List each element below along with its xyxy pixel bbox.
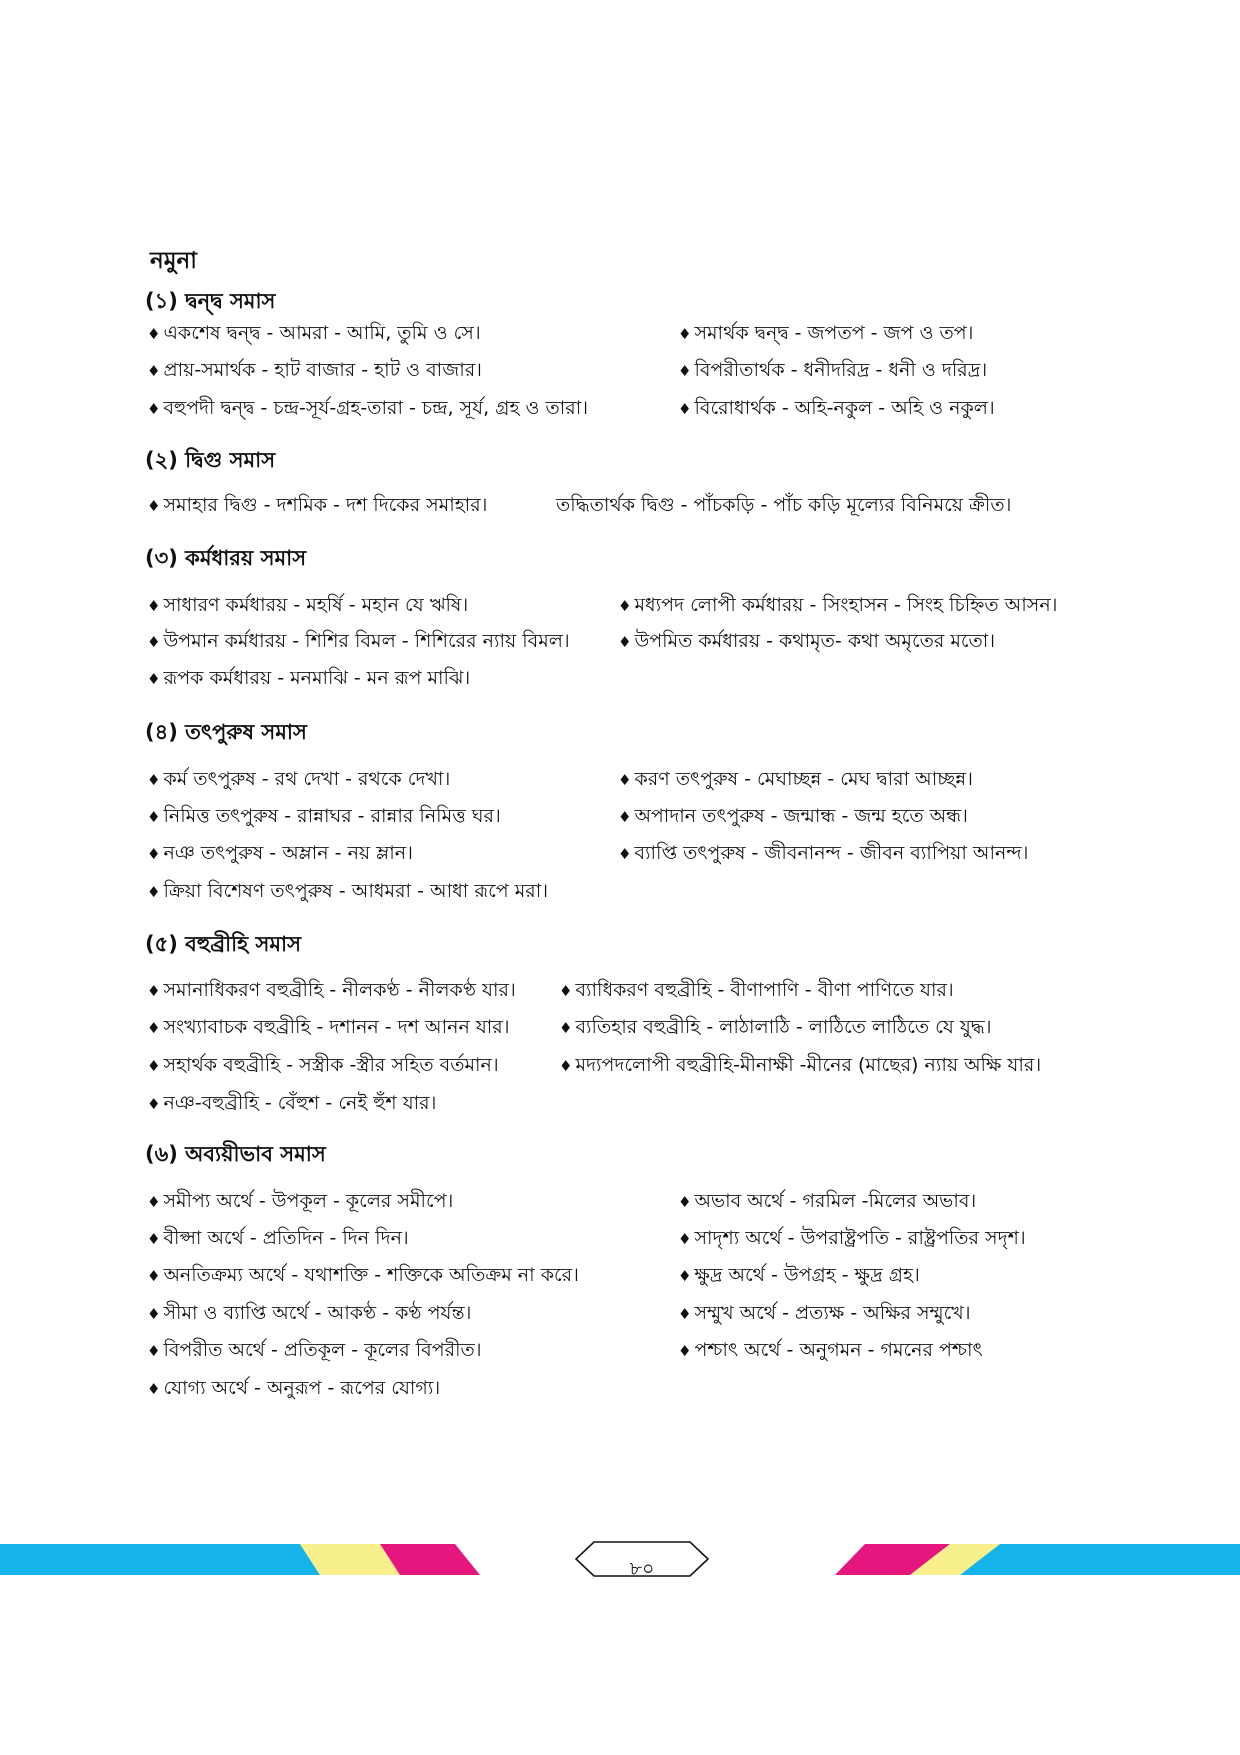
list-item: ♦ সংখ্যাবাচক বহুব্রীহি - দশানন - দশ আনন যার।: [147, 1016, 510, 1038]
list-item: ♦ উপমান কর্মধারয় - শিশির বিমল - শিশিরের ন্যায় বিমল।: [147, 630, 570, 652]
list-item: ♦ বিপরীত অর্থে - প্রতিকূল - কূলের বিপরীত।: [147, 1339, 482, 1361]
list-item: ♦ অপাদান তৎপুরুষ - জন্মান্ধ - জন্ম হতে অন্ধ।: [618, 805, 968, 827]
section-title-karmadharay: (৩) কর্মধারয় সমাস: [145, 546, 307, 570]
diamond-bullet-icon: ♦: [147, 808, 161, 826]
diamond-bullet-icon: ♦: [147, 362, 161, 380]
diamond-bullet-icon: ♦: [147, 1267, 161, 1285]
diamond-bullet-icon: ♦: [618, 771, 632, 789]
diamond-bullet-icon: ♦: [147, 1380, 161, 1398]
list-item: ♦ প্রায়-সমার্থক - হাট বাজার - হাট ও বাজার।: [147, 359, 482, 381]
diamond-bullet-icon: ♦: [147, 1230, 161, 1248]
diamond-bullet-icon: ♦: [147, 1193, 161, 1211]
diamond-bullet-icon: ♦: [147, 771, 161, 789]
diamond-bullet-icon: ♦: [147, 1342, 161, 1360]
diamond-bullet-icon: ♦: [147, 1095, 161, 1113]
footer-band-blue-right: [960, 1544, 1240, 1575]
list-item: ♦ সমীপ্য অর্থে - উপকূল - কূলের সমীপে।: [147, 1190, 454, 1212]
list-item: ♦ ব্যতিহার বহুব্রীহি - লাঠালাঠি - লাঠিতে লাঠিতে যে যুদ্ধ।: [559, 1016, 992, 1038]
list-item: ♦ রূপক কর্মধারয় - মনমাঝি - মন রূপ মাঝি।: [147, 667, 471, 689]
list-item: ♦ সমাহার দ্বিগু - দশমিক - দশ দিকের সমাহার।: [147, 494, 488, 516]
list-item: ♦ সমানাধিকরণ বহুব্রীহি - নীলকণ্ঠ - নীলকণ্ঠ যার।: [147, 979, 516, 1001]
diamond-bullet-icon: ♦: [147, 633, 161, 651]
list-item: ♦ ক্ষুদ্র অর্থে - উপগ্রহ - ক্ষুদ্র গ্রহ।: [678, 1264, 920, 1286]
list-item: ♦ একশেষ দ্বন্দ্ব - আমরা - আমি, তুমি ও সে।: [147, 322, 481, 344]
list-item: ♦ বহুপদী দ্বন্দ্ব - চন্দ্র-সূর্য-গ্রহ-তারা - চন্দ্র, সূর্য, গ্রহ ও তারা।: [147, 397, 589, 419]
section-title-dvigu: (২) দ্বিগু সমাস: [145, 448, 276, 472]
diamond-bullet-icon: ♦: [147, 325, 161, 343]
diamond-bullet-icon: ♦: [618, 633, 632, 651]
list-item: ♦ সাধারণ কর্মধারয় - মহর্ষি - মহান যে ঋষি।: [147, 594, 469, 616]
page-heading: নমুনা: [150, 248, 197, 274]
diamond-bullet-icon: ♦: [147, 400, 161, 418]
list-item: ♦ অনতিক্রম্য অর্থে - যথাশক্তি - শক্তিকে অতিক্রম না করে।: [147, 1264, 579, 1286]
section-title-bahubrihi: (৫) বহুব্রীহি সমাস: [145, 932, 302, 956]
diamond-bullet-icon: ♦: [618, 808, 632, 826]
list-item: ♦ ক্রিয়া বিশেষণ তৎপুরুষ - আধমরা - আধা রূপে মরা।: [147, 880, 549, 902]
list-item: ♦ ব্যাপ্তি তৎপুরুষ - জীবনানন্দ - জীবন ব্যাপিয়া আনন্দ।: [618, 842, 1029, 864]
list-item: ♦ সাদৃশ্য অর্থে - উপরাষ্ট্রপতি - রাষ্ট্রপতির সদৃশ।: [678, 1227, 1026, 1249]
diamond-bullet-icon: ♦: [678, 400, 692, 418]
diamond-bullet-icon: ♦: [678, 1267, 692, 1285]
list-item: ♦ যোগ্য অর্থে - অনুরূপ - রূপের যোগ্য।: [147, 1377, 441, 1399]
list-item: ♦ বিরোধার্থক - অহি-নকুল - অহি ও নকুল।: [678, 397, 995, 419]
diamond-bullet-icon: ♦: [618, 845, 632, 863]
list-item: ♦ বীপ্সা অর্থে - প্রতিদিন - দিন দিন।: [147, 1227, 409, 1249]
list-item: ♦ অভাব অর্থে - গরমিল -মিলের অভাব।: [678, 1190, 977, 1212]
section-title-avyayibhav: (৬) অব্যয়ীভাব সমাস: [145, 1142, 326, 1166]
list-item: ♦ মদ্যপদলোপী বহুব্রীহি-মীনাক্ষী -মীনের (মাছের) ন্যায় অক্ষি যার।: [559, 1054, 1042, 1076]
diamond-bullet-icon: ♦: [559, 1057, 573, 1075]
list-item: ♦ কর্ম তৎপুরুষ - রথ দেখা - রথকে দেখা।: [147, 768, 451, 790]
section-title-dvandva: (১) দ্বন্দ্ব সমাস: [145, 289, 276, 313]
list-item: ♦ নঞ তৎপুরুষ - অম্লান - নয় ম্লান।: [147, 842, 413, 864]
footer-band-blue-left: [0, 1544, 320, 1575]
list-item: ♦ বিপরীতার্থক - ধনীদরিদ্র - ধনী ও দরিদ্র।: [678, 359, 988, 381]
list-item: ♦ পশ্চাৎ অর্থে - অনুগমন - গমনের পশ্চাৎ: [678, 1339, 983, 1361]
diamond-bullet-icon: ♦: [147, 883, 161, 901]
list-item: ♦ সম্মুখ অর্থে - প্রত্যক্ষ - অক্ষির সম্মুখে।: [678, 1302, 971, 1324]
list-item: ♦ নিমিত্ত তৎপুরুষ - রান্নাঘর - রান্নার নিমিত্ত ঘর।: [147, 805, 501, 827]
list-item: ♦ নঞ-বহুব্রীহি - বেঁহুশ - নেই হুঁশ যার।: [147, 1092, 437, 1114]
diamond-bullet-icon: ♦: [559, 982, 573, 1000]
list-item: ♦ সীমা ও ব্যাপ্তি অর্থে - আকণ্ঠ - কণ্ঠ পর্যন্ত।: [147, 1302, 472, 1324]
diamond-bullet-icon: ♦: [618, 597, 632, 615]
diamond-bullet-icon: ♦: [147, 982, 161, 1000]
diamond-bullet-icon: ♦: [147, 1019, 161, 1037]
diamond-bullet-icon: ♦: [678, 325, 692, 343]
diamond-bullet-icon: ♦: [147, 1057, 161, 1075]
diamond-bullet-icon: ♦: [147, 670, 161, 688]
diamond-bullet-icon: ♦: [147, 497, 161, 515]
list-item: তদ্ধিতার্থক দ্বিগু - পাঁচকড়ি - পাঁচ কড়ি মূল্যের বিনিময়ে ক্রীত।: [556, 494, 1012, 516]
diamond-bullet-icon: ♦: [678, 1193, 692, 1211]
diamond-bullet-icon: ♦: [678, 1342, 692, 1360]
diamond-bullet-icon: ♦: [678, 1305, 692, 1323]
page-number: ৮০: [629, 1558, 655, 1580]
diamond-bullet-icon: ♦: [678, 1230, 692, 1248]
list-item: ♦ মধ্যপদ লোপী কর্মধারয় - সিংহাসন - সিংহ চিহ্নিত আসন।: [618, 594, 1058, 616]
diamond-bullet-icon: ♦: [147, 845, 161, 863]
diamond-bullet-icon: ♦: [147, 1305, 161, 1323]
list-item: ♦ সমার্থক দ্বন্দ্ব - জপতপ - জপ ও তপ।: [678, 322, 974, 344]
diamond-bullet-icon: ♦: [678, 362, 692, 380]
diamond-bullet-icon: ♦: [559, 1019, 573, 1037]
list-item: ♦ উপমিত কর্মধারয় - কথামৃত- কথা অমৃতের মতো।: [618, 630, 996, 652]
section-title-tatpurush: (৪) তৎপুরুষ সমাস: [145, 720, 307, 744]
list-item: ♦ সহার্থক বহুব্রীহি - সস্ত্রীক -স্ত্রীর সহিত বর্তমান।: [147, 1054, 499, 1076]
diamond-bullet-icon: ♦: [147, 597, 161, 615]
list-item: ♦ করণ তৎপুরুষ - মেঘাচ্ছন্ন - মেঘ দ্বারা আচ্ছন্ন।: [618, 768, 973, 790]
list-item: ♦ ব্যাধিকরণ বহুব্রীহি - বীণাপাণি - বীণা পাণিতে যার।: [559, 979, 954, 1001]
